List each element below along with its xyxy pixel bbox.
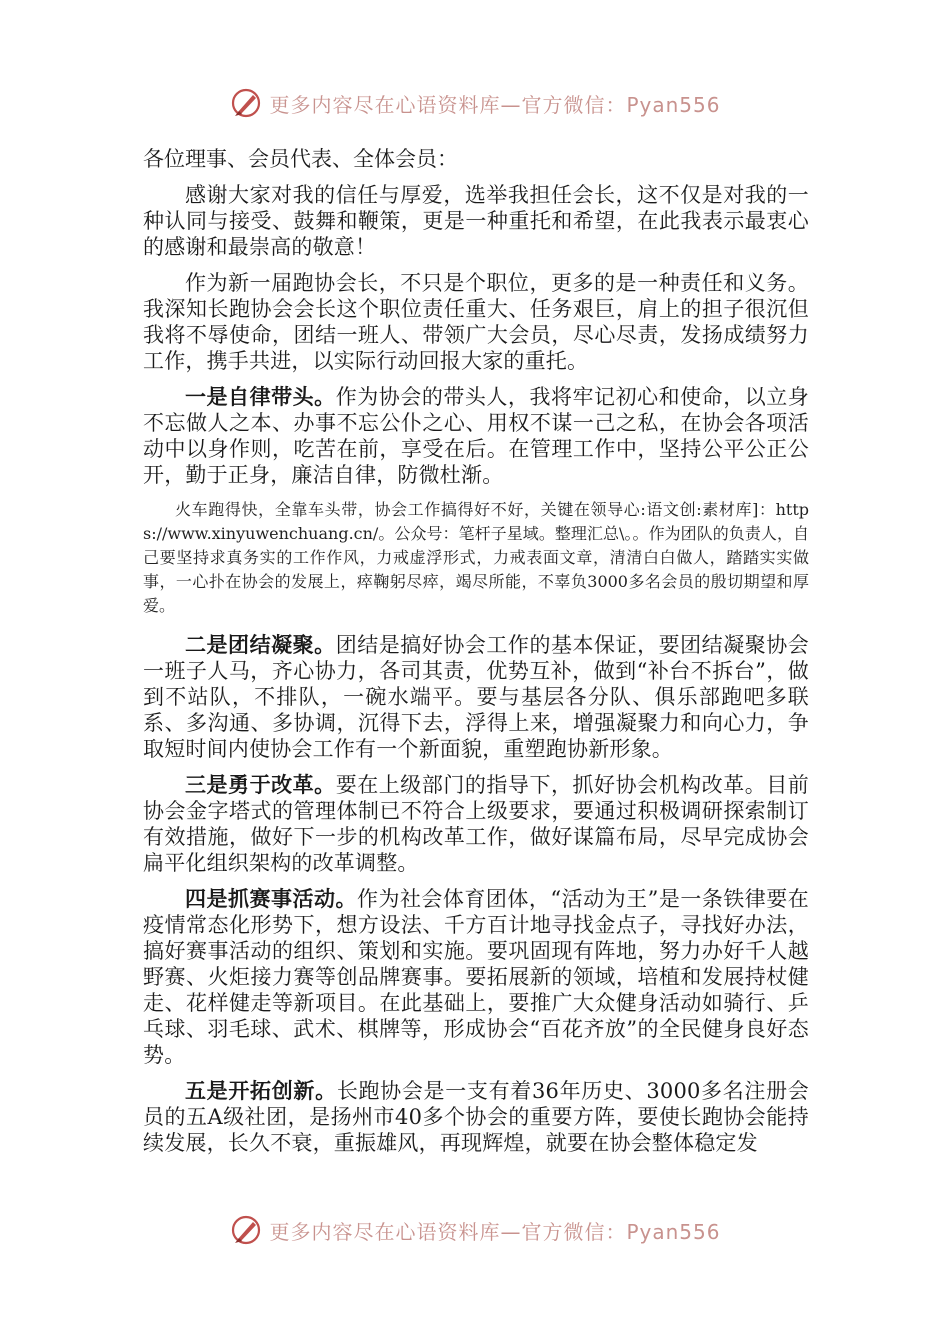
paragraph — [143, 772, 809, 876]
document-body — [143, 140, 809, 1166]
paragraph-text: 团结是搞好协会工作的基本保证，要团结凝聚协会一班子人马，齐心协力，各司其责，优势互补，做到“补台不拆台”，做到不站队，不排队，一碗水端平。要与基层各分队、俱乐部跑吧多联系、多沟通、多协调，沉得下去，浮得上来，增强凝聚力和向心力，争取短时间内使协会工作有一个新面貌，重塑跑协新形象。 — [143, 633, 809, 761]
paragraph-text: 作为新一届跑协会长，不只是个职位，更多的是一种责任和义务。我深知长跑协会会长这个职位责任重大、任务艰巨，肩上的担子很沉但我将不辱使命，团结一班人、带领广大会员，尽心尽责，发扬成绩努力工作，携手共进，以实际行动回报大家的重托。 — [143, 271, 809, 373]
footer-banner — [0, 1210, 950, 1250]
paragraph — [143, 182, 809, 260]
paragraph-lead: 三是勇于改革。 — [185, 772, 336, 797]
paragraph-text: 长跑协会是一支有着36年历史、3000多名注册会员的五A级社团，是扬州市40多个协会的重要方阵，要使长跑协会能持续发展，长久不衰，重振雄风，再现辉煌，就要在协会整体稳定发 — [143, 1079, 810, 1155]
salutation: 各位理事、会员代表、全体会员： — [143, 147, 458, 171]
banner-text: 更多内容尽在心语资料库—官方微信：Pyan556 — [269, 92, 721, 117]
banner-text: 更多内容尽在心语资料库—官方微信：Pyan556 — [269, 1219, 721, 1244]
paragraph-text: 作为协会的带头人，我将牢记初心和使命，以立身不忘做人之本、办事不忘公仆之心、用权不谋一己之私，在协会各项活动中以身作则，吃苦在前，享受在后。在管理工作中，坚持公平公正公开，勤于正身，廉洁自律，防微杜渐。 — [143, 385, 809, 487]
paragraph-text: 作为社会体育团体，“活动为王”是一条铁律要在疫情常态化形势下，想方设法、千方百计地寻找金点子，寻找好办法，搞好赛事活动的组织、策划和实施。要巩固现有阵地，努力办好千人越野赛、火炬接力赛等创品牌赛事。要拓展新的领域，培植和发展持杖健走、花样健走等新项目。在此基础上，要推广大众健身活动如骑行、乒乓球、羽毛球、武术、棋牌等，形成协会“百花齐放”的全民健身良好态势。 — [143, 887, 809, 1067]
paragraph — [143, 270, 809, 374]
pen-logo-icon — [229, 1213, 263, 1247]
pen-logo-icon — [229, 86, 263, 120]
paragraph-lead: 二是团结凝聚。 — [185, 632, 336, 657]
paragraph-lead: 五是开拓创新。 — [185, 1078, 337, 1103]
inserted-note: 火车跑得快，全靠车头带，协会工作搞得好不好，关键在领导心:语文创:素材库]：https://www.xinyuwenchuang.cn/。公众号：笔杆子星域。整理汇总\。。作为团队的负责人，自己要坚持求真务实的工作作风，力戒虚浮形式，力戒表面文章，清清白白做人，踏踏实实做事，一心扑在协会的发展上，瘁鞠躬尽瘁，竭尽所能，不辜负3000多名会员的殷切期望和厚爱。 — [143, 500, 809, 615]
paragraph-lead: 一是自律带头。 — [185, 384, 336, 409]
paragraph-lead: 四是抓赛事活动。 — [185, 886, 357, 911]
paragraph — [143, 1078, 809, 1156]
paragraph-text: 感谢大家对我的信任与厚爱，选举我担任会长，这不仅是对我的一种认同与接受、鼓舞和鞭策，更是一种重托和希望，在此我表示最衷心的感谢和最崇高的敬意！ — [143, 183, 809, 259]
paragraph — [143, 886, 809, 1068]
paragraph — [143, 632, 809, 762]
header-banner — [0, 83, 950, 123]
paragraph — [143, 384, 809, 488]
paragraph-text: 要在上级部门的指导下，抓好协会机构改革。目前协会金字塔式的管理体制已不符合上级要求，要通过积极调研探索制订有效措施，做好下一步的机构改革工作，做好谋篇布局，尽早完成协会扁平化组织架构的改革调整。 — [143, 773, 809, 875]
